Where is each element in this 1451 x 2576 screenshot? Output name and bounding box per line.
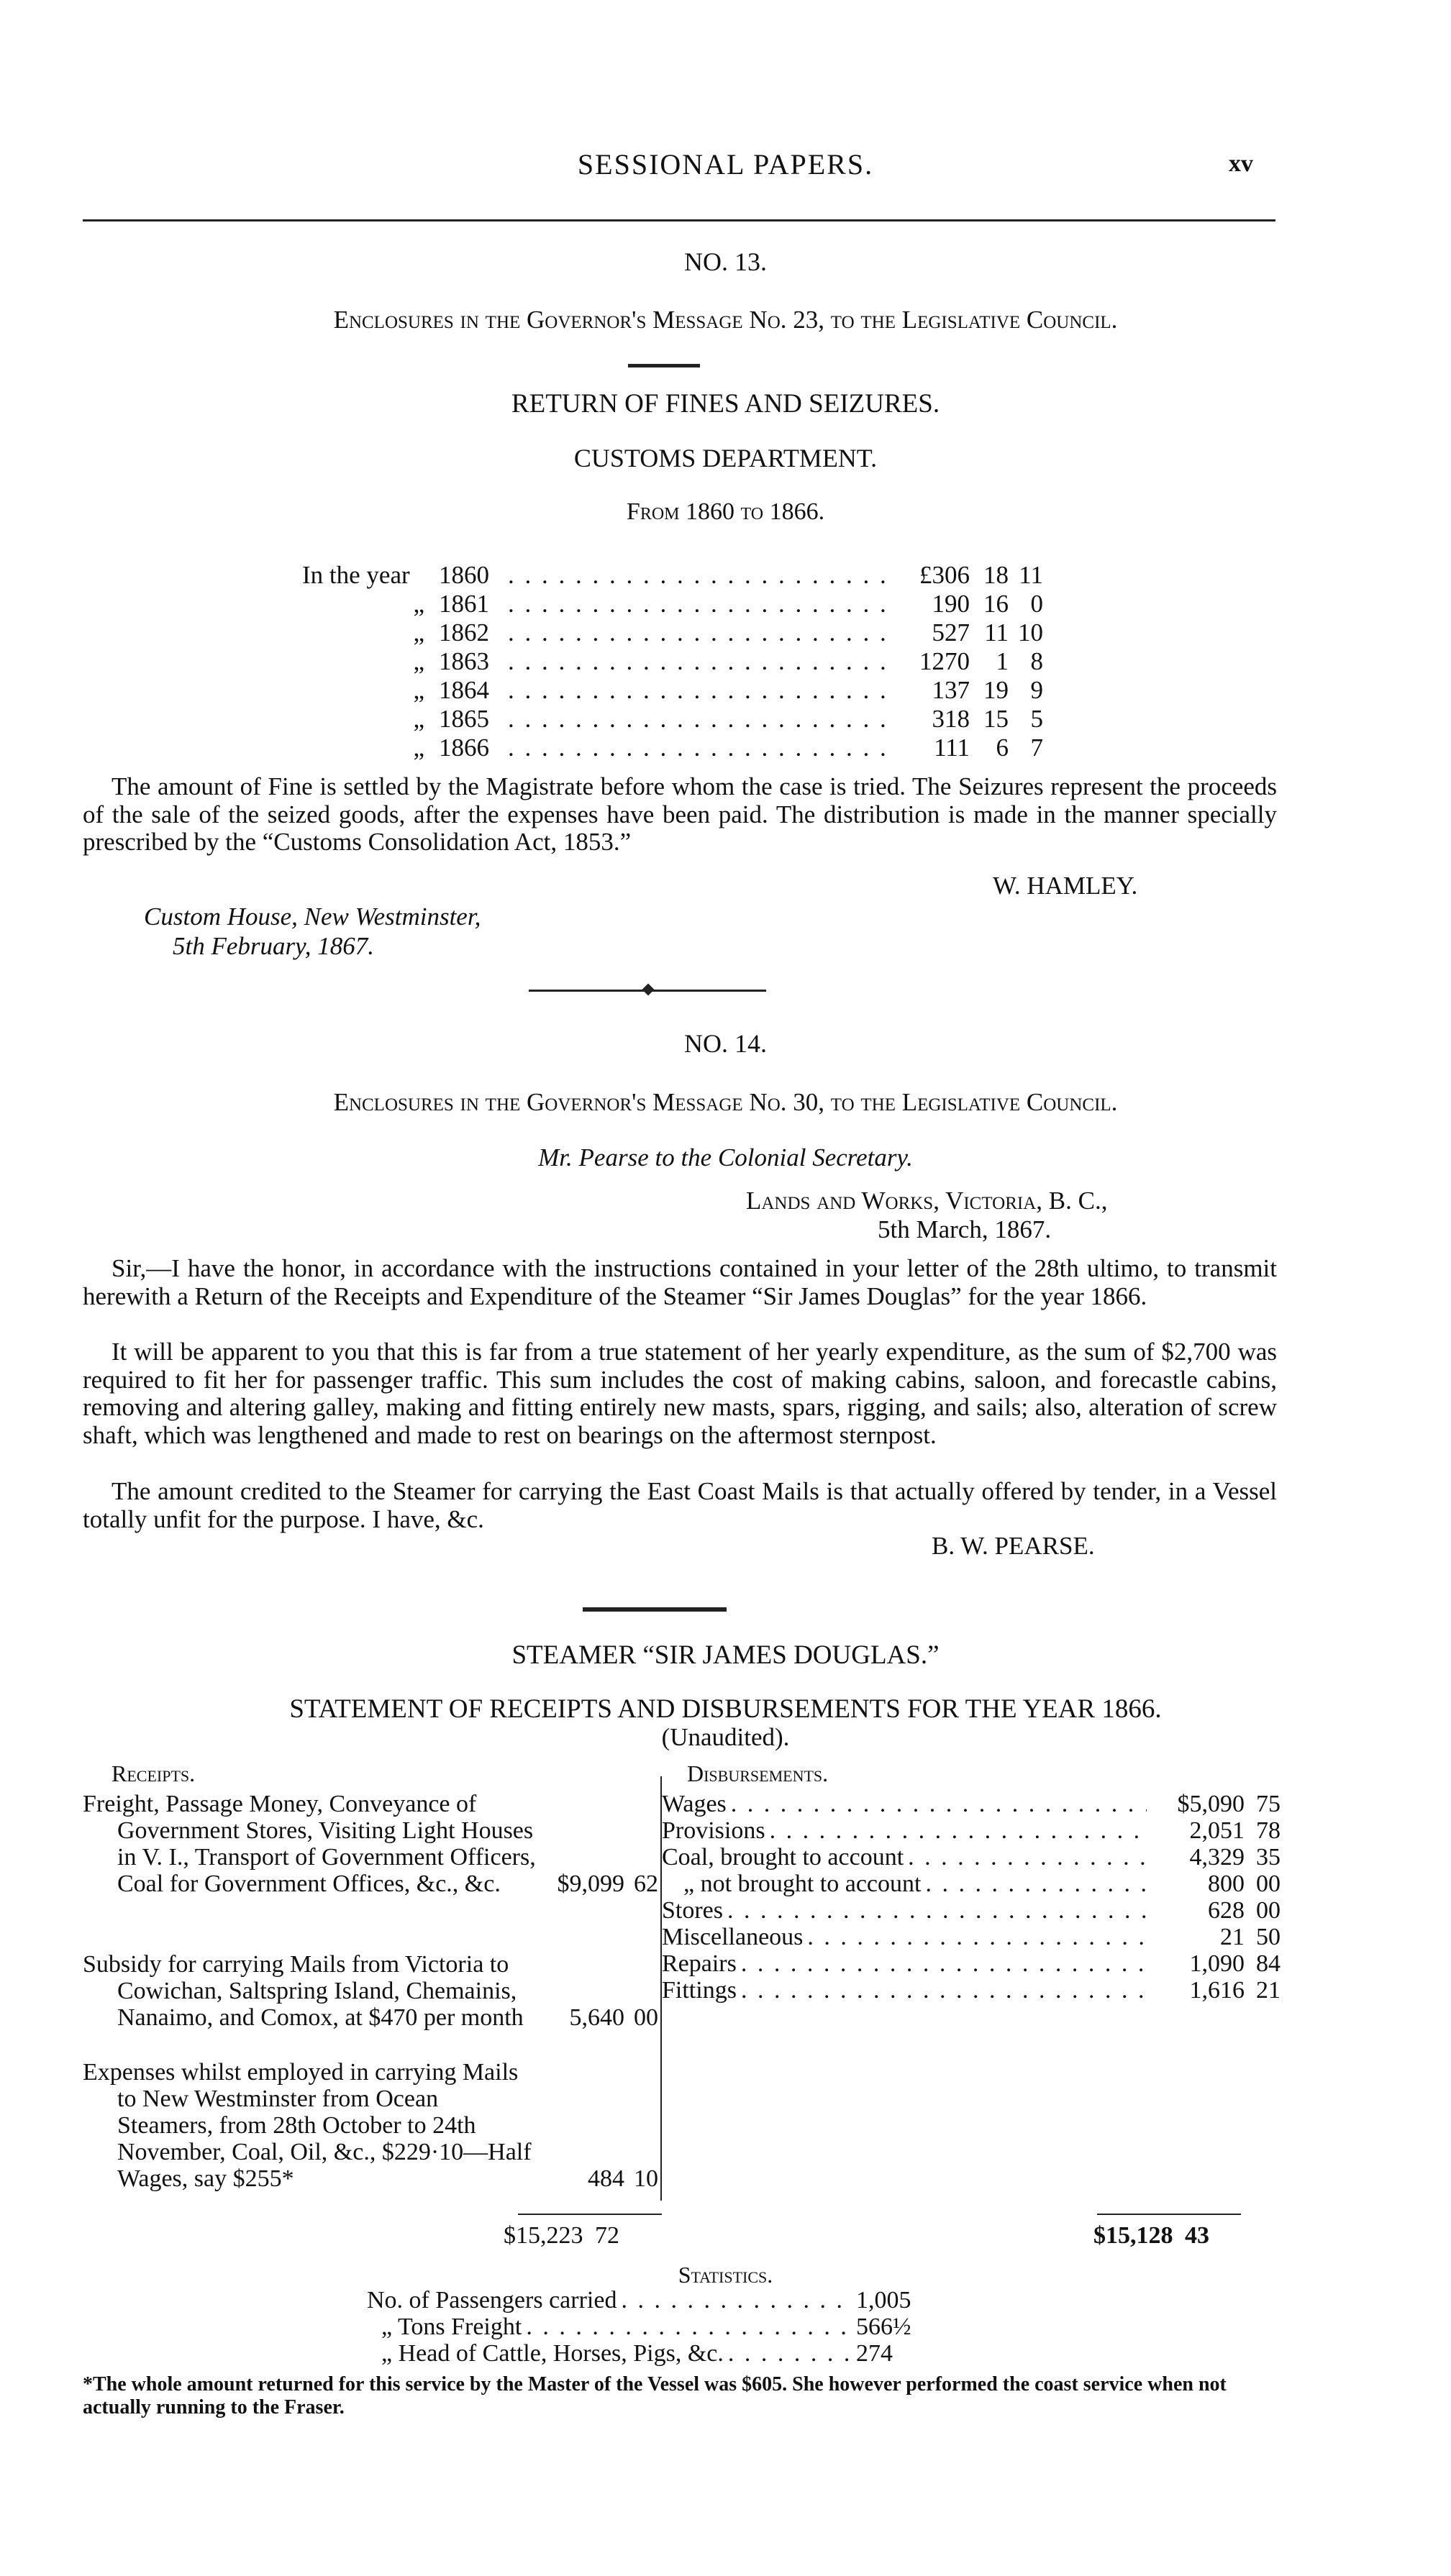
- fines-pounds: 318: [932, 705, 970, 733]
- disbursements-header: Disbursements.: [687, 1760, 829, 1786]
- section-13-number: NO. 13.: [684, 247, 767, 276]
- letter-paragraph-3: The amount credited to the Steamer for carrying the East Coast Mails is that actually offered by tender, in a Vessel totally unfit for the purpose. I have, &c.: [83, 1477, 1277, 1533]
- disbursement-cents: 84: [1256, 1950, 1281, 1977]
- receipt-item-1: [83, 1791, 658, 1897]
- leader-dots: [508, 676, 886, 705]
- disbursements-list: [662, 1791, 1281, 2004]
- fines-row: [302, 676, 1043, 705]
- disbursement-cents: 75: [1256, 1791, 1281, 1817]
- leader-dots: [727, 1897, 1147, 1924]
- custom-house-place: Custom House, New Westminster,: [144, 903, 481, 931]
- fines-row: [302, 647, 1043, 676]
- receipts-total-cents: 72: [595, 2222, 619, 2249]
- fines-row-year: 1863: [439, 647, 489, 675]
- fines-pounds: 137: [932, 676, 970, 704]
- letter-date: 5th March, 1867.: [878, 1215, 1052, 1243]
- fines-row-year: 1860: [439, 561, 489, 589]
- signature-pearse: B. W. PEARSE.: [932, 1532, 1095, 1560]
- letter-address: Lands and Works, Victoria, B. C.,: [746, 1187, 1108, 1215]
- fines-row-year: 1861: [439, 590, 489, 618]
- disbursement-row: [662, 1950, 1281, 1977]
- fines-title: RETURN OF FINES AND SEIZURES.: [511, 389, 940, 419]
- fines-row: [302, 618, 1043, 647]
- disbursement-cents: 78: [1256, 1817, 1281, 1844]
- footnote: *The whole amount returned for this service by the Master of the Vessel was $605. She however performed the coast service when not actually running to the Fraser.: [83, 2373, 1227, 2419]
- fines-pence: 10: [1018, 618, 1043, 647]
- receipt-item-3: [83, 2059, 658, 2192]
- disbursement-row: [662, 1924, 1281, 1950]
- header-rule: [83, 219, 1275, 221]
- disbursement-amount: 2,051: [1189, 1817, 1245, 1844]
- fines-pence: 7: [1030, 734, 1043, 762]
- disbursement-row: [662, 1791, 1281, 1817]
- disbursement-row: [662, 1977, 1281, 2004]
- leader-dots: [925, 1871, 1147, 1897]
- receipt-cents: 10: [634, 2165, 658, 2192]
- receipts-header: Receipts.: [112, 1760, 196, 1786]
- fines-pence: 5: [1030, 705, 1043, 733]
- fines-pounds: £306: [919, 561, 970, 589]
- disbursements-total: [1093, 2222, 1209, 2250]
- statistic-row: [367, 2340, 921, 2367]
- statistic-row: [367, 2287, 921, 2314]
- receipts-total-rule: [518, 2214, 662, 2215]
- statement-title: STATEMENT OF RECEIPTS AND DISBURSEMENTS FOR THE YEAR 1866.: [289, 1694, 1162, 1724]
- leader-dots: [741, 1977, 1147, 2004]
- fines-pounds: 527: [932, 618, 970, 647]
- fines-pence: 9: [1030, 676, 1043, 704]
- disbursement-amount: 800: [1208, 1871, 1245, 1897]
- statistics-list: [367, 2287, 921, 2367]
- disbursement-row: [662, 1897, 1281, 1924]
- disbursement-row: [662, 1871, 1281, 1897]
- fines-pounds: 1270: [919, 647, 970, 675]
- leader-dots: [728, 2340, 852, 2367]
- letter-paragraph-2: It will be apparent to you that this is far from a true statement of her yearly expenditure, as the sum of $2,700 was required to fit her for passenger traffic. This sum includes the cost of making cabins, saloon, and forecastle cabins, removing and altering galley, making and fitting entirely new masts, spars, rigging, and sails; also, alteration of screw shaft, which was lengthened and made to rest on bearings on the aftermost sternpost.: [83, 1338, 1277, 1449]
- disbursement-label: „ not brought to account: [683, 1871, 922, 1897]
- leader-dots: [770, 1817, 1147, 1844]
- disbursement-cents: 50: [1256, 1924, 1281, 1950]
- fines-shillings: 15: [983, 705, 1009, 733]
- fines-row: [302, 734, 1043, 762]
- fines-row-label: „: [413, 676, 424, 704]
- statistic-label: „ Head of Cattle, Horses, Pigs, &c.: [381, 2340, 724, 2367]
- letter-from-to: Mr. Pearse to the Colonial Secretary.: [538, 1143, 913, 1171]
- steamer-title: STEAMER “SIR JAMES DOUGLAS.”: [511, 1640, 940, 1670]
- leader-dots: [908, 1844, 1147, 1871]
- receipt-text: Expenses whilst employed in carrying Mails to New Westminster from Ocean Steamers, from 28th October to 24th November, Coal, Oil, &c., $229·10—Half Wages, say $255*: [83, 2059, 532, 2192]
- leader-dots: [807, 1924, 1147, 1950]
- section-14-number: NO. 14.: [684, 1029, 767, 1058]
- fines-shillings: 6: [996, 734, 1009, 762]
- disbursements-total-cents: 43: [1185, 2222, 1209, 2249]
- statistic-value: 1,005: [856, 2287, 911, 2314]
- fines-row-year: 1864: [439, 676, 489, 704]
- disbursement-amount: 628: [1208, 1897, 1245, 1924]
- disbursement-amount: 1,090: [1189, 1950, 1245, 1977]
- disbursement-amount: 1,616: [1189, 1977, 1245, 2004]
- statistic-value: 274: [856, 2340, 893, 2367]
- period-subtitle: From 1860 to 1866.: [626, 498, 825, 525]
- disbursement-label: Stores: [662, 1897, 723, 1924]
- disbursement-label: Coal, brought to account: [662, 1844, 904, 1871]
- fines-row-label: „: [413, 647, 424, 675]
- receipt-text: Freight, Passage Money, Conveyance of Government Stores, Visiting Light Houses in V. I., Transport of Government Officers, Coal for Government Offices, &c., &c.: [83, 1791, 536, 1897]
- fines-row-label: „: [413, 590, 424, 618]
- leader-dots: [508, 647, 886, 676]
- leader-dots: [508, 705, 886, 734]
- receipt-amount: 5,640: [569, 2004, 624, 2031]
- leader-dots: [526, 2314, 852, 2340]
- fines-shillings: 11: [984, 618, 1009, 647]
- disbursements-total-amount: $15,128: [1093, 2222, 1173, 2249]
- fines-shillings: 19: [983, 676, 1009, 704]
- disbursement-amount: $5,090: [1177, 1791, 1245, 1817]
- statistic-label: No. of Passengers carried: [367, 2287, 617, 2314]
- double-short-rule: [583, 1607, 727, 1612]
- fines-note: The amount of Fine is settled by the Magistrate before whom the case is tried. The Seizures represent the proceeds of the sale of the seized goods, after the expenses have been paid. The distribution is made in the manner specially prescribed by the “Customs Consolidation Act, 1853.”: [83, 772, 1277, 856]
- leader-dots: [621, 2287, 852, 2314]
- signature-hamley: W. HAMLEY.: [993, 872, 1138, 900]
- disbursements-total-rule: [1097, 2214, 1241, 2215]
- page-number: xv: [1229, 150, 1253, 177]
- fines-shillings: 1: [996, 647, 1009, 675]
- leader-dots: [508, 734, 886, 762]
- leader-dots: [741, 1950, 1147, 1977]
- statistic-row: [367, 2314, 921, 2340]
- statistic-label: „ Tons Freight: [381, 2314, 522, 2340]
- fines-shillings: 16: [983, 590, 1009, 618]
- disbursement-label: Fittings: [662, 1977, 737, 2004]
- fines-row-label: „: [413, 618, 424, 647]
- fines-row-year: 1862: [439, 618, 489, 647]
- section-14-enclosure: Enclosures in the Governor's Message No. 30, to the Legislative Council.: [333, 1088, 1118, 1116]
- letter-paragraph-1: Sir,—I have the honor, in accordance with the instructions contained in your letter of the 28th ultimo, to transmit herewith a Return of the Receipts and Expenditure of the Steamer “Sir James Douglas” for the year 1866.: [83, 1254, 1277, 1310]
- fines-shillings: 18: [983, 561, 1009, 589]
- custom-house-date: 5th February, 1867.: [173, 932, 374, 960]
- disbursement-label: Miscellaneous: [662, 1924, 804, 1950]
- receipt-amount: 484: [588, 2165, 624, 2192]
- disbursement-label: Wages: [662, 1791, 727, 1817]
- short-rule-13: [628, 364, 700, 367]
- department-title: CUSTOMS DEPARTMENT.: [573, 444, 878, 472]
- disbursement-row: [662, 1844, 1281, 1871]
- leader-dots: [731, 1791, 1147, 1817]
- disbursement-cents: 00: [1256, 1871, 1281, 1897]
- unaudited-note: (Unaudited).: [661, 1723, 790, 1751]
- disbursement-cents: 21: [1256, 1977, 1281, 2004]
- receipt-cents: 00: [634, 2004, 658, 2031]
- fines-row-label: „: [413, 734, 424, 762]
- fines-pence: 8: [1030, 647, 1043, 675]
- disbursement-label: Provisions: [662, 1817, 765, 1844]
- disbursement-cents: 35: [1256, 1844, 1281, 1871]
- fines-row: [302, 705, 1043, 734]
- fines-row-year: 1866: [439, 734, 489, 762]
- fines-row-label: In the year: [302, 561, 410, 589]
- statistic-value: 566½: [856, 2314, 911, 2340]
- fines-pounds: 111: [934, 734, 970, 762]
- section-13-enclosure: Enclosures in the Governor's Message No. 23, to the Legislative Council.: [333, 306, 1118, 334]
- separator-diamond: [642, 984, 655, 996]
- receipt-cents: 62: [634, 1871, 658, 1897]
- receipts-total: [504, 2222, 619, 2250]
- disbursement-amount: 21: [1220, 1924, 1245, 1950]
- leader-dots: [508, 561, 886, 590]
- fines-row: [302, 590, 1043, 618]
- fines-row-year: 1865: [439, 705, 489, 733]
- fines-row-label: „: [413, 705, 424, 733]
- fines-pence: 11: [1019, 561, 1043, 589]
- fines-row: [302, 561, 1043, 590]
- leader-dots: [508, 618, 886, 647]
- disbursement-label: Repairs: [662, 1950, 737, 1977]
- leader-dots: [508, 590, 886, 618]
- disbursement-cents: 00: [1256, 1897, 1281, 1924]
- receipt-item-2: [83, 1951, 658, 2031]
- header-title: SESSIONAL PAPERS.: [577, 148, 874, 181]
- receipts-total-amount: $15,223: [504, 2222, 583, 2249]
- statistics-header: Statistics.: [678, 2262, 773, 2288]
- disbursement-row: [662, 1817, 1281, 1844]
- fines-pence: 0: [1030, 590, 1043, 618]
- disbursement-amount: 4,329: [1189, 1844, 1245, 1871]
- receipt-amount: $9,099: [557, 1871, 624, 1897]
- receipt-text: Subsidy for carrying Mails from Victoria to Cowichan, Saltspring Island, Chemainis, Nanaimo, and Comox, at $470 per month: [83, 1951, 524, 2031]
- fines-pounds: 190: [932, 590, 970, 618]
